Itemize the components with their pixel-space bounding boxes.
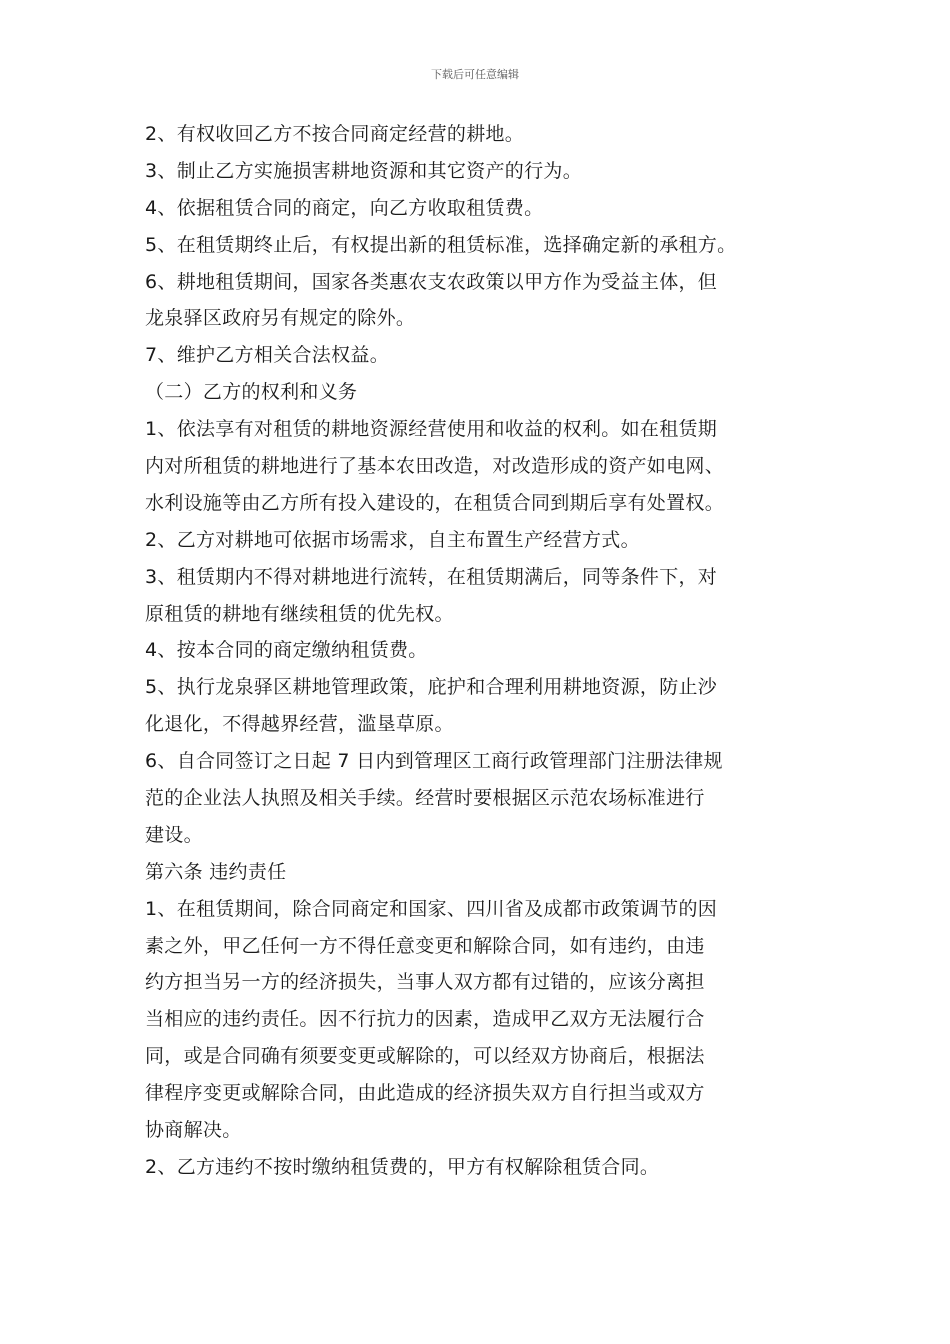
text-line: 素之外，甲乙任何一方不得任意变更和解除合同，如有违约，由违 [145, 934, 705, 957]
article-heading: 第六条 违约责任 [145, 860, 287, 883]
text-line: 5、在租赁期终止后，有权提出新的租赁标准，选择确定新的承租方。 [145, 233, 737, 256]
text-line: 3、租赁期内不得对耕地进行流转，在租赁期满后，同等条件下，对 [145, 565, 718, 588]
text-line: 约方担当另一方的经济损失，当事人双方都有过错的，应该分离担 [145, 971, 705, 994]
text-line: 化退化，不得越界经营，滥垦草原。 [145, 713, 454, 736]
text-line: 协商解决。 [145, 1119, 242, 1142]
text-line: 1、依法享有对租赁的耕地资源经营使用和收益的权利。如在租赁期 [145, 418, 718, 441]
text-line: 2、乙方对耕地可依据市场需求，自主布置生产经营方式。 [145, 528, 640, 551]
text-line: 律程序变更或解除合同，由此造成的经济损失双方自行担当或双方 [145, 1082, 705, 1105]
text-line: 5、执行龙泉驿区耕地管理政策，庇护和合理利用耕地资源，防止沙 [145, 676, 718, 699]
text-line: 水利设施等由乙方所有投入建设的，在租赁合同到期后享有处置权。 [145, 491, 725, 514]
text-line: 2、有权收回乙方不按合同商定经营的耕地。 [145, 123, 525, 145]
text-line: 同，或是合同确有须要变更或解除的，可以经双方协商后，根据法 [145, 1045, 705, 1068]
section-heading: （二）乙方的权利和义务 [145, 381, 358, 404]
text-line: 1、在租赁期间，除合同商定和国家、四川省及成都市政策调节的因 [145, 897, 718, 920]
text-line: 4、依据租赁合同的商定，向乙方收取租赁费。 [145, 196, 544, 219]
text-line: 原租赁的耕地有继续租赁的优先权。 [145, 602, 454, 625]
text-line: 内对所租赁的耕地进行了基本农田改造，对改造形成的资产如电网、 [145, 455, 725, 478]
text-line: 2、乙方违约不按时缴纳租赁费的，甲方有权解除租赁合同。 [145, 1155, 660, 1178]
text-line: 6、自合同签订之日起 7 日内到管理区工商行政管理部门注册法律规 [145, 750, 723, 773]
document-body [145, 116, 825, 1186]
text-line: 范的企业法人执照及相关手续。经营时要根据区示范农场标准进行 [145, 787, 705, 810]
text-line: 6、耕地租赁期间，国家各类惠农支农政策以甲方作为受益主体，但 [145, 270, 718, 293]
text-line: 4、按本合同的商定缴纳租赁费。 [145, 639, 428, 662]
page-header: 下载后可任意编辑 [431, 68, 519, 81]
text-line: 7、维护乙方相关合法权益。 [145, 344, 389, 367]
text-line: 3、制止乙方实施损害耕地资源和其它资产的行为。 [145, 159, 582, 182]
text-line: 建设。 [145, 823, 203, 846]
text-line: 当相应的违约责任。因不行抗力的因素，造成甲乙双方无法履行合 [145, 1008, 705, 1031]
text-line: 龙泉驿区政府另有规定的除外。 [145, 307, 416, 330]
